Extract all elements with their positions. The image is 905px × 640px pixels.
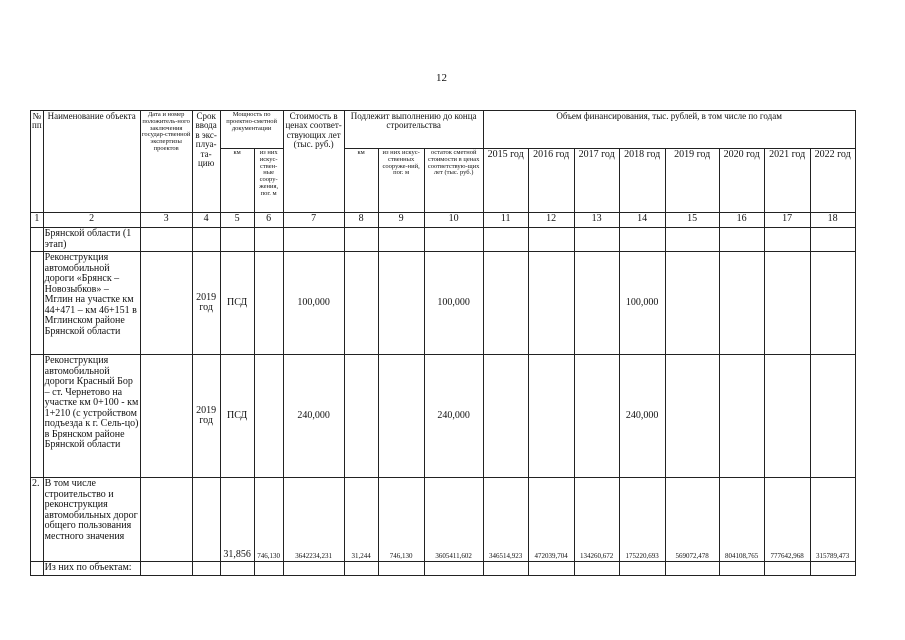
header-year: 2016 год [528,149,574,213]
column-number: 12 [528,213,574,228]
financing-year-value: 569072,478 [665,478,719,562]
header-col-artificial-remaining: из них искус-ственных сооруже-ний, пог. м [378,149,424,213]
header-year: 2018 год [619,149,665,213]
km-remaining: 31,244 [344,478,378,562]
financing-year-value: 315789,473 [810,478,855,562]
header-year: 2015 год [483,149,528,213]
column-number: 11 [483,213,528,228]
header-year: 2022 год [810,149,855,213]
column-number: 8 [344,213,378,228]
remaining-cost: 240,000 [424,355,483,478]
column-number: 16 [719,213,764,228]
cost: 3642234,231 [283,478,344,562]
financing-year-value: 346514,923 [483,478,528,562]
column-number: 5 [220,213,254,228]
header-year: 2019 год [665,149,719,213]
column-number: 4 [192,213,220,228]
deadline: 2019 год [192,355,220,478]
column-numbers-row [31,213,856,228]
financing-table [30,110,856,576]
header-col-km: км [220,149,254,213]
column-number: 14 [619,213,665,228]
header-col-artificial: из них искус-ствен-ные соору-жения, пог. м [254,149,283,213]
header-col-km-remaining: км [344,149,378,213]
capacity-artificial: 746,130 [254,478,283,562]
header-col-expertise: Дата и номер положитель-ного заключения государ-ственной экспертизы проектов [140,111,192,213]
column-number: 1 [31,213,44,228]
object-name: Брянской области (1 этап) [43,228,140,252]
header-col-number: № пп [31,111,44,213]
header-financing-group: Объем финансирования, тыс. рублей, в том числе по годам [483,111,855,149]
header-col-deadline: Срок ввода в экс-плуа-та-цию [192,111,220,213]
table-row [31,562,856,576]
remaining-cost: 3605411,602 [424,478,483,562]
financing-year-value: 472039,704 [528,478,574,562]
row-number: 2. [31,478,44,562]
page-number: 12 [436,72,447,84]
financing-2018: 100,000 [619,252,665,355]
financing-year-value: 777642,968 [764,478,810,562]
table-row [31,355,856,478]
column-number: 3 [140,213,192,228]
cost: 100,000 [283,252,344,355]
table-row [31,252,856,355]
column-number: 9 [378,213,424,228]
remaining-cost: 100,000 [424,252,483,355]
object-name: Из них по объектам: [43,562,140,576]
table-row [31,228,856,252]
column-number: 18 [810,213,855,228]
financing-year-value: 134260,672 [574,478,619,562]
cost: 240,000 [283,355,344,478]
column-number: 13 [574,213,619,228]
object-name: Реконструкция автомобильной дороги «Брянск – Новозыбков» – Мглин на участке км 44+471 – км 46+151 в Мглинском районе Брянской области [43,252,140,355]
financing-2018: 240,000 [619,355,665,478]
capacity-km: ПСД [220,252,254,355]
header-remaining-group: Подлежит выполнению до конца строительства [344,111,483,149]
capacity-km: 31,856 [220,478,254,562]
object-name: В том числе строительство и реконструкция автомобильных дорог общего пользования местного значения [43,478,140,562]
deadline: 2019 год [192,252,220,355]
header-capacity: Мощность по проектно-сметной документации [220,111,283,149]
capacity-km: ПСД [220,355,254,478]
header-col-cost: Стоимость в ценах соответ-ствующих лет (тыс. руб.) [283,111,344,213]
header-year: 2021 год [764,149,810,213]
header-col-remaining-cost: остаток сметной стоимости в ценах соответствую-щих лет (тыс. руб.) [424,149,483,213]
column-number: 7 [283,213,344,228]
header-col-name: Наименование объекта [43,111,140,213]
column-number: 17 [764,213,810,228]
object-name: Реконструкция автомобильной дороги Красный Бор – ст. Чернетово на участке км 0+100 - км 1+210 (с устройством подъезда к г. Сель-цо) в Брянском районе Брянской области [43,355,140,478]
artificial-remaining: 746,130 [378,478,424,562]
column-number: 15 [665,213,719,228]
column-number: 2 [43,213,140,228]
financing-year-value: 804108,765 [719,478,764,562]
column-number: 6 [254,213,283,228]
header-year: 2017 год [574,149,619,213]
header-year: 2020 год [719,149,764,213]
financing-year-value: 175220,693 [619,478,665,562]
column-number: 10 [424,213,483,228]
table-row [31,478,856,562]
